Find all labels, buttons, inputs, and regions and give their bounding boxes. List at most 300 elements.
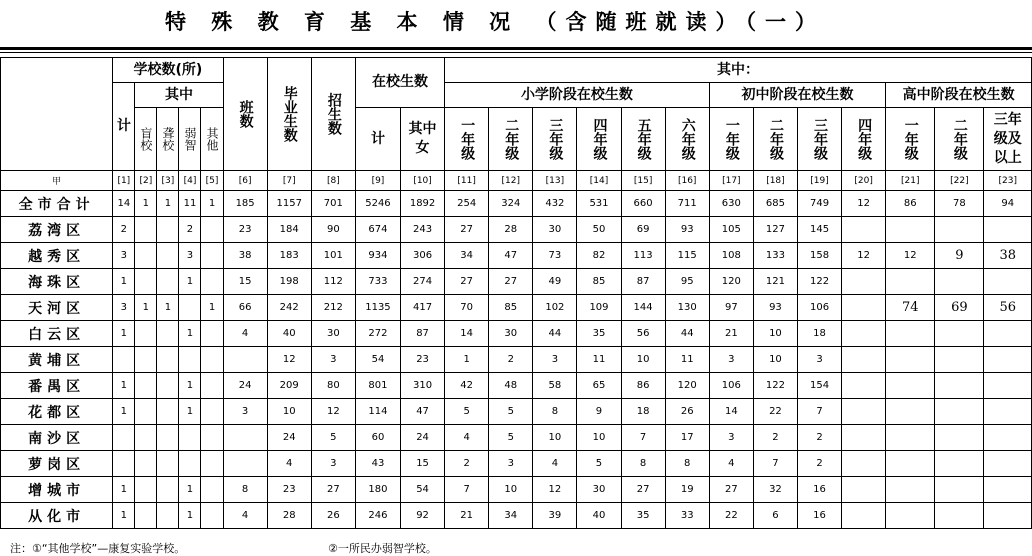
table-cell (201, 321, 223, 347)
table-cell (157, 399, 179, 425)
table-cell: 1 (113, 373, 135, 399)
column-index-cell: [12] (489, 171, 533, 191)
column-index-cell: [17] (709, 171, 753, 191)
table-cell (984, 347, 1032, 373)
table-cell: 92 (401, 503, 445, 529)
table-cell: 130 (665, 295, 709, 321)
table-cell: 69 (935, 295, 984, 321)
table-cell: 43 (355, 451, 400, 477)
row-label: 番禺区 (1, 373, 113, 399)
table-row (1, 425, 1032, 451)
table-cell: 531 (577, 191, 621, 217)
footnote-1: 注：①“其他学校”—康复实验学校。 (10, 542, 186, 555)
table-cell (886, 347, 935, 373)
table-cell (886, 269, 935, 295)
table-cell: 26 (665, 399, 709, 425)
table-cell: 21 (445, 503, 489, 529)
table-cell: 4 (223, 321, 267, 347)
table-cell (201, 425, 223, 451)
table-row (1, 399, 1032, 425)
table-cell: 14 (113, 191, 135, 217)
table-cell: 1 (179, 477, 201, 503)
table-cell: 10 (621, 347, 665, 373)
table-cell: 144 (621, 295, 665, 321)
table-cell: 1 (157, 295, 179, 321)
table-cell: 27 (445, 217, 489, 243)
table-cell (935, 373, 984, 399)
table-cell: 87 (401, 321, 445, 347)
table-cell: 7 (621, 425, 665, 451)
row-label: 萝岗区 (1, 451, 113, 477)
column-index-cell: [4] (179, 171, 201, 191)
header-schools-of-which: 其中 (135, 83, 223, 108)
table-row (1, 373, 1032, 399)
table-cell: 23 (267, 477, 311, 503)
table-cell (201, 217, 223, 243)
table-cell (935, 451, 984, 477)
table-cell: 10 (577, 425, 621, 451)
table-cell: 38 (223, 243, 267, 269)
table-cell: 30 (311, 321, 355, 347)
table-cell (135, 347, 157, 373)
row-label: 增城市 (1, 477, 113, 503)
table-cell: 22 (709, 503, 753, 529)
table-cell: 90 (311, 217, 355, 243)
table-cell: 18 (797, 321, 841, 347)
table-cell (157, 243, 179, 269)
table-cell (886, 373, 935, 399)
table-cell: 1 (179, 373, 201, 399)
table-cell: 242 (267, 295, 311, 321)
column-index-cell: [23] (984, 171, 1032, 191)
table-cell: 1 (179, 269, 201, 295)
table-cell: 8 (223, 477, 267, 503)
table-cell (135, 399, 157, 425)
header-intellectual: 弱智 (179, 108, 201, 171)
table-cell (842, 477, 886, 503)
column-index-cell: [16] (665, 171, 709, 191)
table-cell: 65 (577, 373, 621, 399)
table-cell: 27 (489, 269, 533, 295)
header-primary-g4: 四年级 (577, 108, 621, 171)
header-junior-g2: 二年级 (753, 108, 797, 171)
table-cell (984, 269, 1032, 295)
row-label: 越秀区 (1, 243, 113, 269)
title-rule-thin (0, 52, 1032, 53)
table-cell (157, 269, 179, 295)
table-cell: 2 (489, 347, 533, 373)
table-cell: 58 (533, 373, 577, 399)
table-cell: 10 (753, 321, 797, 347)
table-cell: 30 (577, 477, 621, 503)
column-index-cell: [9] (355, 171, 400, 191)
table-cell: 310 (401, 373, 445, 399)
table-row (1, 295, 1032, 321)
table-cell (179, 347, 201, 373)
header-junior-g4: 四年级 (842, 108, 886, 171)
table-cell: 40 (267, 321, 311, 347)
row-label: 天河区 (1, 295, 113, 321)
table-cell (201, 477, 223, 503)
table-cell (135, 503, 157, 529)
table-cell: 749 (797, 191, 841, 217)
table-cell (935, 425, 984, 451)
table-cell: 9 (935, 243, 984, 269)
header-primary-g2: 二年级 (489, 108, 533, 171)
table-cell: 34 (445, 243, 489, 269)
header-primary-g3: 三年级 (533, 108, 577, 171)
table-cell: 105 (709, 217, 753, 243)
table-cell: 133 (753, 243, 797, 269)
table-cell: 701 (311, 191, 355, 217)
table-cell: 185 (223, 191, 267, 217)
table-cell: 1 (157, 191, 179, 217)
table-cell: 2 (445, 451, 489, 477)
table-cell (935, 347, 984, 373)
table-cell: 12 (267, 347, 311, 373)
row-label: 黄埔区 (1, 347, 113, 373)
table-cell: 3 (311, 347, 355, 373)
table-cell: 113 (621, 243, 665, 269)
table-cell (135, 217, 157, 243)
table-cell: 94 (984, 191, 1032, 217)
table-cell: 5 (445, 399, 489, 425)
table-cell: 254 (445, 191, 489, 217)
table-cell (984, 373, 1032, 399)
table-cell: 4 (223, 503, 267, 529)
table-cell (157, 217, 179, 243)
table-cell: 10 (533, 425, 577, 451)
table-cell (935, 503, 984, 529)
table-cell (113, 425, 135, 451)
table-cell: 3 (311, 451, 355, 477)
column-index-cell: [11] (445, 171, 489, 191)
table-cell: 1 (113, 477, 135, 503)
table-cell: 3 (797, 347, 841, 373)
table-cell (886, 477, 935, 503)
header-deaf: 聋校 (157, 108, 179, 171)
table-cell: 86 (886, 191, 935, 217)
table-cell: 4 (709, 451, 753, 477)
header-students: 在校生数 (355, 58, 444, 108)
table-cell: 23 (223, 217, 267, 243)
column-index-cell: [5] (201, 171, 223, 191)
table-cell (157, 373, 179, 399)
table-cell: 56 (984, 295, 1032, 321)
header-senior: 高中阶段在校生数 (886, 83, 1032, 108)
header-graduates: 毕业生数 (267, 58, 311, 171)
header-senior-g1: 一年级 (886, 108, 935, 171)
table-cell (179, 425, 201, 451)
table-cell: 3 (113, 243, 135, 269)
table-cell: 1 (445, 347, 489, 373)
table-cell (935, 321, 984, 347)
table-cell: 15 (401, 451, 445, 477)
column-index-cell: [3] (157, 171, 179, 191)
table-cell: 80 (311, 373, 355, 399)
table-cell (984, 217, 1032, 243)
table-cell: 42 (445, 373, 489, 399)
table-cell (935, 399, 984, 425)
table-cell: 15 (223, 269, 267, 295)
column-index-cell: [2] (135, 171, 157, 191)
table-cell: 78 (935, 191, 984, 217)
table-cell: 17 (665, 425, 709, 451)
table-row (1, 503, 1032, 529)
column-index-cell: [8] (311, 171, 355, 191)
table-cell: 272 (355, 321, 400, 347)
table-cell: 274 (401, 269, 445, 295)
table-cell (886, 451, 935, 477)
table-cell: 432 (533, 191, 577, 217)
table-cell: 12 (886, 243, 935, 269)
table-cell: 54 (401, 477, 445, 503)
footnote-2: ②一所民办弱智学校。 (328, 542, 437, 555)
header-primary-g6: 六年级 (665, 108, 709, 171)
table-cell (157, 321, 179, 347)
table-cell (842, 217, 886, 243)
table-row (1, 321, 1032, 347)
table-cell: 198 (267, 269, 311, 295)
header-junior-g1: 一年级 (709, 108, 753, 171)
table-cell: 711 (665, 191, 709, 217)
table-cell (935, 269, 984, 295)
table-cell: 26 (311, 503, 355, 529)
column-index-cell: [19] (797, 171, 841, 191)
column-index-cell: [20] (842, 171, 886, 191)
table-cell: 12 (842, 243, 886, 269)
row-label: 海珠区 (1, 269, 113, 295)
table-cell: 1 (179, 399, 201, 425)
table-cell: 733 (355, 269, 400, 295)
table-cell: 18 (621, 399, 665, 425)
header-primary-g5: 五年级 (621, 108, 665, 171)
table-cell (223, 347, 267, 373)
table-cell (135, 451, 157, 477)
table-row (1, 269, 1032, 295)
table-cell: 1 (201, 295, 223, 321)
table-cell: 8 (621, 451, 665, 477)
table-cell: 11 (577, 347, 621, 373)
table-cell: 122 (753, 373, 797, 399)
table-cell: 24 (267, 425, 311, 451)
table-cell: 1 (179, 503, 201, 529)
table-cell: 417 (401, 295, 445, 321)
header-female: 其中女 (401, 108, 445, 171)
table-cell: 5 (311, 425, 355, 451)
table-cell: 21 (709, 321, 753, 347)
table-cell (886, 503, 935, 529)
table-cell: 8 (665, 451, 709, 477)
row-label: 南沙区 (1, 425, 113, 451)
table-cell (157, 425, 179, 451)
table-cell: 38 (984, 243, 1032, 269)
table-cell (179, 451, 201, 477)
table-cell: 324 (489, 191, 533, 217)
table-cell: 3 (709, 347, 753, 373)
table-cell: 10 (489, 477, 533, 503)
table-cell (135, 425, 157, 451)
table-cell (842, 399, 886, 425)
table-cell: 16 (797, 503, 841, 529)
table-cell: 209 (267, 373, 311, 399)
table-cell: 934 (355, 243, 400, 269)
header-primary-g1: 一年级 (445, 108, 489, 171)
table-cell (201, 451, 223, 477)
page-title: 特 殊 教 育 基 本 情 况 （含随班就读）（一） (165, 10, 825, 34)
header-blind: 盲校 (135, 108, 157, 171)
column-index-cell: [14] (577, 171, 621, 191)
table-cell: 11 (179, 191, 201, 217)
table-cell: 101 (311, 243, 355, 269)
table-cell: 1 (179, 321, 201, 347)
table-cell: 28 (489, 217, 533, 243)
row-label: 白云区 (1, 321, 113, 347)
table-cell (135, 321, 157, 347)
table-cell: 122 (797, 269, 841, 295)
table-cell (179, 295, 201, 321)
table-cell (984, 425, 1032, 451)
table-cell: 212 (311, 295, 355, 321)
column-index-cell: [10] (401, 171, 445, 191)
table-cell: 3 (489, 451, 533, 477)
table-cell: 30 (533, 217, 577, 243)
table-cell: 97 (709, 295, 753, 321)
table-cell (223, 451, 267, 477)
table-cell: 1 (113, 321, 135, 347)
table-cell (135, 477, 157, 503)
table-cell: 3 (533, 347, 577, 373)
table-cell: 82 (577, 243, 621, 269)
table-cell: 4 (445, 425, 489, 451)
table-cell (157, 347, 179, 373)
table-cell: 10 (267, 399, 311, 425)
header-other: 其他 (201, 108, 223, 171)
header-blank (1, 58, 113, 171)
table-cell: 73 (533, 243, 577, 269)
table-cell (886, 399, 935, 425)
table-cell: 12 (311, 399, 355, 425)
table-cell: 154 (797, 373, 841, 399)
table-cell: 49 (533, 269, 577, 295)
table-cell: 27 (311, 477, 355, 503)
table-cell: 1 (135, 191, 157, 217)
table-cell: 2 (797, 451, 841, 477)
table-cell: 3 (223, 399, 267, 425)
table-cell: 47 (401, 399, 445, 425)
table-row (1, 243, 1032, 269)
table-cell: 5 (577, 451, 621, 477)
table-cell (201, 269, 223, 295)
table-cell: 23 (401, 347, 445, 373)
table-cell: 7 (753, 451, 797, 477)
table-cell: 8 (533, 399, 577, 425)
column-index-cell: [15] (621, 171, 665, 191)
column-index-cell: 甲 (1, 171, 113, 191)
table-cell: 121 (753, 269, 797, 295)
table-cell: 12 (842, 191, 886, 217)
table-cell: 4 (533, 451, 577, 477)
column-index-cell: [21] (886, 171, 935, 191)
table-cell: 674 (355, 217, 400, 243)
table-cell: 2 (753, 425, 797, 451)
table-cell: 22 (753, 399, 797, 425)
table-cell: 112 (311, 269, 355, 295)
table-cell (135, 269, 157, 295)
table-cell (223, 425, 267, 451)
table-cell: 2 (797, 425, 841, 451)
table-cell (842, 269, 886, 295)
table-cell (842, 503, 886, 529)
table-cell: 24 (401, 425, 445, 451)
table-cell: 158 (797, 243, 841, 269)
table-cell (984, 503, 1032, 529)
table-cell: 9 (577, 399, 621, 425)
table-cell: 114 (355, 399, 400, 425)
table-cell: 1 (113, 399, 135, 425)
table-cell: 39 (533, 503, 577, 529)
header-schools-total: 计 (113, 83, 135, 171)
header-primary: 小学阶段在校生数 (445, 83, 710, 108)
table-cell: 1157 (267, 191, 311, 217)
table-cell: 10 (753, 347, 797, 373)
table-cell: 14 (445, 321, 489, 347)
table-cell: 35 (577, 321, 621, 347)
table-cell: 1892 (401, 191, 445, 217)
header-junior-g3: 三年级 (797, 108, 841, 171)
table-cell: 48 (489, 373, 533, 399)
table-cell: 33 (665, 503, 709, 529)
table-cell: 246 (355, 503, 400, 529)
table-cell: 4 (267, 451, 311, 477)
table-cell (135, 243, 157, 269)
table-cell: 1 (201, 191, 223, 217)
table-cell: 7 (445, 477, 489, 503)
table-row (1, 217, 1032, 243)
table-cell (201, 373, 223, 399)
column-index-cell: [6] (223, 171, 267, 191)
header-classes: 班数 (223, 58, 267, 171)
header-schools: 学校数(所) (113, 58, 223, 83)
table-cell: 50 (577, 217, 621, 243)
column-index-cell: [18] (753, 171, 797, 191)
table-cell (113, 347, 135, 373)
table-row (1, 191, 1032, 217)
table-cell: 306 (401, 243, 445, 269)
column-index-cell: [22] (935, 171, 984, 191)
table-cell (157, 451, 179, 477)
row-label: 花都区 (1, 399, 113, 425)
table-cell: 106 (709, 373, 753, 399)
table-cell: 86 (621, 373, 665, 399)
table-cell: 120 (665, 373, 709, 399)
table-cell: 28 (267, 503, 311, 529)
table-cell: 630 (709, 191, 753, 217)
table-cell: 102 (533, 295, 577, 321)
table-cell: 35 (621, 503, 665, 529)
table-cell: 47 (489, 243, 533, 269)
table-cell: 1 (113, 503, 135, 529)
table-cell: 66 (223, 295, 267, 321)
column-index-cell: [7] (267, 171, 311, 191)
column-index-cell: [13] (533, 171, 577, 191)
table-cell: 69 (621, 217, 665, 243)
header-enrollment: 招生数 (311, 58, 355, 171)
table-cell: 27 (445, 269, 489, 295)
table-cell (157, 503, 179, 529)
table-cell: 30 (489, 321, 533, 347)
table-row (1, 451, 1032, 477)
